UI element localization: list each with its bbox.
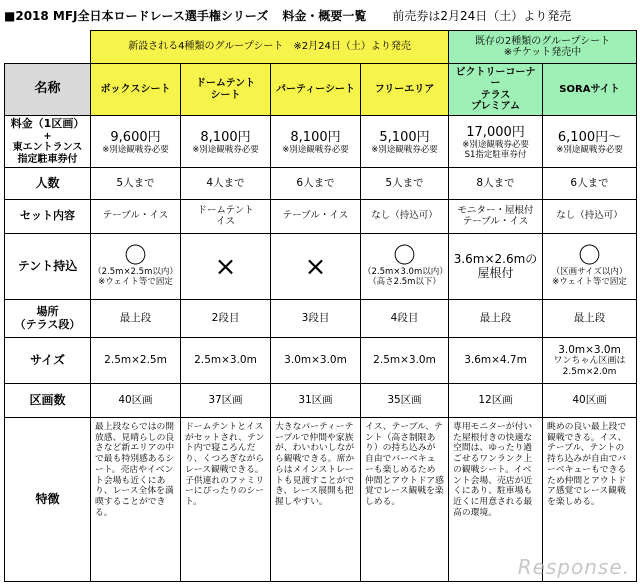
label-price: 料金（1区画） + 東エントランス 指定駐車券付 xyxy=(5,116,91,168)
size-5: 3.0m×3.0m ワンちゃん区画は2.5m×2.0m xyxy=(543,338,637,384)
row-tent xyxy=(5,234,637,300)
place-4: 最上段 xyxy=(449,300,543,338)
price-2: 8,100円 ※別途観戦券必要 xyxy=(271,116,361,168)
price-3: 5,100円 ※別途観戦券必要 xyxy=(361,116,449,168)
document-title: ■2018 MFJ全日本ロードレース選手権シリーズ xyxy=(4,8,269,23)
corner-blank xyxy=(5,31,91,64)
size-1: 2.5m×3.0m xyxy=(181,338,271,384)
size-0: 2.5m×2.5m xyxy=(91,338,181,384)
set-1: ドームテント イス xyxy=(181,200,271,234)
size-3: 2.5m×3.0m xyxy=(361,338,449,384)
seat-name-1: ドームテント シート xyxy=(181,64,271,116)
row-count xyxy=(5,384,637,418)
existing-group-header xyxy=(449,31,637,64)
label-feature: 特徴 xyxy=(5,418,91,582)
set-4: モニター・屋根付 テーブル・イス xyxy=(449,200,543,234)
tent-0: 〇 （2.5m×2.5m以内） ※ウェイト等で固定 xyxy=(91,234,181,300)
circle-mark-icon: 〇 xyxy=(393,243,416,269)
label-tent: テント持込 xyxy=(5,234,91,300)
row-set xyxy=(5,200,637,234)
count-4: 12区画 xyxy=(449,384,543,418)
capacity-0: 5人まで xyxy=(91,168,181,200)
title-bar xyxy=(4,4,636,26)
presale-note: 前売券は2月24日（土）より発売 xyxy=(392,8,572,23)
place-1: 2段目 xyxy=(181,300,271,338)
price-4: 17,000円 ※別途観戦券必要 S1指定駐車券付 xyxy=(449,116,543,168)
feature-4: 専用モニターが付いた屋根付きの快適な空間は、ゆったり過ごせるワンランク上の観戦シート。イベント会場、売店が近くにあり、駐車場も近くに用意される最高の環境。 xyxy=(449,418,543,582)
label-size: サイズ xyxy=(5,338,91,384)
cross-mark-icon: × xyxy=(304,251,327,282)
capacity-4: 8人まで xyxy=(449,168,543,200)
set-0: テーブル・イス xyxy=(91,200,181,234)
count-2: 31区画 xyxy=(271,384,361,418)
new-group-header: 新設される4種類のグループシート ※2月24日（土）より発売 xyxy=(91,31,449,64)
tent-1 xyxy=(181,234,271,300)
circle-mark-icon: 〇 xyxy=(578,243,601,269)
set-3: なし（持込可） xyxy=(361,200,449,234)
feature-3: イス、テーブル、テント（高さ制限あり）の持ち込みが自由でバーベキューも楽しめるため仲間とアウトドア感覚でレース観戦を楽しめる。 xyxy=(361,418,449,582)
price-1: 8,100円 ※別途観戦券必要 xyxy=(181,116,271,168)
place-3: 4段目 xyxy=(361,300,449,338)
tent-5: 〇 （区画サイズ以内） ※ウェイト等で固定 xyxy=(543,234,637,300)
price-0: 9,600円 ※別途観戦券必要 xyxy=(91,116,181,168)
count-0: 40区画 xyxy=(91,384,181,418)
label-place: 場所 （テラス段） xyxy=(5,300,91,338)
seat-name-3: フリーエリア xyxy=(361,64,449,116)
seat-name-0: ボックスシート xyxy=(91,64,181,116)
existing-group-line2: ※チケット発売中 xyxy=(503,47,582,58)
tent-2 xyxy=(271,234,361,300)
group-header-row xyxy=(5,31,637,64)
place-2: 3段目 xyxy=(271,300,361,338)
count-5: 40区画 xyxy=(543,384,637,418)
row-capacity xyxy=(5,168,637,200)
feature-5: 眺めの良い最上段で観戦できる。イス、テーブル、テントの持ち込みが自由でバーベキューもできるため仲間とアウトドア感覚でレース観戦を楽しめる。 xyxy=(543,418,637,582)
seat-name-5: SORAサイト xyxy=(543,64,637,116)
set-5: なし（持込可） xyxy=(543,200,637,234)
row-price xyxy=(5,116,637,168)
seat-comparison-table xyxy=(4,30,637,582)
label-set: セット内容 xyxy=(5,200,91,234)
place-5: 最上段 xyxy=(543,300,637,338)
count-1: 37区画 xyxy=(181,384,271,418)
capacity-1: 4人まで xyxy=(181,168,271,200)
set-2: テーブル・イス xyxy=(271,200,361,234)
label-count: 区画数 xyxy=(5,384,91,418)
tent-3: 〇 （2.5m×3.0m以内） （高さ2.5m以下） xyxy=(361,234,449,300)
label-capacity: 人数 xyxy=(5,168,91,200)
feature-2: 大きなパーティーテーブルで仲間や家族が、わいわいしながら観戦できる。席からはメインストレートも見渡すことができ、レース展開も把握しやすい。 xyxy=(271,418,361,582)
existing-group-line1: 既存の2種類のグループシート xyxy=(474,35,611,47)
count-3: 35区画 xyxy=(361,384,449,418)
feature-0: 最上段ならではの開放感、見晴らしの良さなど新エリアの中で最も特別感あるシート。売店やイベント会場も近くにあり、レース全体を満喫することができる。 xyxy=(91,418,181,582)
price-5: 6,100円～ ※別途観戦券必要 xyxy=(543,116,637,168)
row-name xyxy=(5,64,637,116)
circle-mark-icon: 〇 xyxy=(124,243,147,269)
label-name: 名称 xyxy=(5,64,91,116)
size-2: 3.0m×3.0m xyxy=(271,338,361,384)
size-4: 3.6m×4.7m xyxy=(449,338,543,384)
seat-name-2: パーティーシート xyxy=(271,64,361,116)
row-size xyxy=(5,338,637,384)
feature-1: ドームテントとイスがセットされ、テント内で寝ころんだり、くつろぎながらレース観戦できる。子供連れのファミリーにぴったりのシート。 xyxy=(181,418,271,582)
cross-mark-icon: × xyxy=(214,251,237,282)
place-0: 最上段 xyxy=(91,300,181,338)
capacity-3: 5人まで xyxy=(361,168,449,200)
document-subtitle: 料金・概要一覧 xyxy=(282,8,367,23)
capacity-5: 6人まで xyxy=(543,168,637,200)
row-place xyxy=(5,300,637,338)
capacity-2: 6人まで xyxy=(271,168,361,200)
tent-4: 3.6m×2.6mの 屋根付 xyxy=(449,234,543,300)
watermark-logo: Response. xyxy=(517,555,630,579)
seat-name-4: ビクトリーコーナー テラス プレミアム xyxy=(449,64,543,116)
